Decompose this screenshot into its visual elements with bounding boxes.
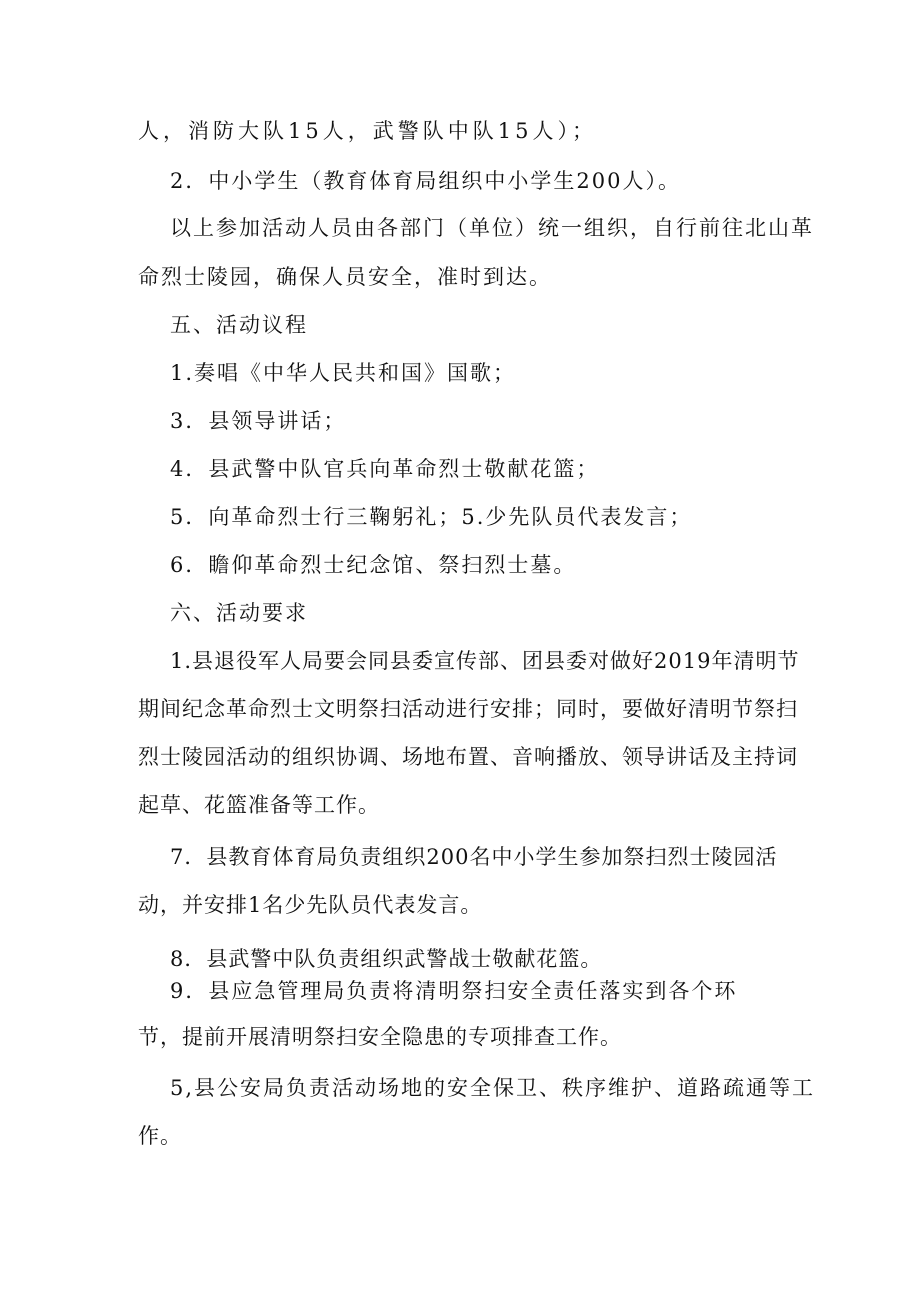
agenda-item: 5．向革命烈士行三鞠躬礼；5.少先队员代表发言； <box>170 505 693 529</box>
paragraph-line: 7．县教育体育局负责组织200名中小学生参加祭扫烈士陵园活 <box>170 845 778 869</box>
paragraph-line: 5,县公安局负责活动场地的安全保卫、秩序维护、道路疏通等工 <box>170 1076 816 1100</box>
paragraph-line: 2．中小学生（教育体育局组织中小学生200人）。 <box>170 169 681 193</box>
paragraph-line: 起草、花篮准备等工作。 <box>138 793 380 817</box>
paragraph-line: 命烈士陵园，确保人员安全，准时到达。 <box>138 265 552 289</box>
agenda-item: 4．县武警中队官兵向革命烈士敬献花篮； <box>170 457 600 481</box>
agenda-item: 3．县领导讲话； <box>170 409 347 433</box>
paragraph-line: 以上参加活动人员由各部门（单位）统一组织，自行前往北山革 <box>170 216 814 240</box>
paragraph-line: 8．县武警中队负责组织武警战士敬献花篮。 <box>170 947 603 971</box>
paragraph-line: 期间纪念革命烈士文明祭扫活动进行安排；同时，要做好清明节祭扫 <box>138 697 798 721</box>
paragraph-line: 1.县退役军人局要会同县委宣传部、团县委对做好2019年清明节 <box>170 649 800 673</box>
paragraph-line: 人，消防大队15人，武警队中队15人）； <box>138 119 597 143</box>
section-heading: 五、活动议程 <box>170 313 308 337</box>
paragraph-line: 9．县应急管理局负责将清明祭扫安全责任落实到各个环 <box>170 979 738 1003</box>
agenda-item: 6．瞻仰革命烈士纪念馆、祭扫烈士墓。 <box>170 553 577 577</box>
paragraph-line: 节，提前开展清明祭扫安全隐患的专项排查工作。 <box>138 1025 622 1049</box>
paragraph-line: 作。 <box>138 1124 182 1148</box>
section-heading: 六、活动要求 <box>170 601 308 625</box>
paragraph-line: 烈士陵园活动的组织协调、场地布置、音响播放、领导讲话及主持词 <box>138 745 798 769</box>
agenda-item: 1.奏唱《中华人民共和国》国歌； <box>170 361 517 385</box>
paragraph-line: 动，并安排1名少先队员代表发言。 <box>138 893 483 917</box>
